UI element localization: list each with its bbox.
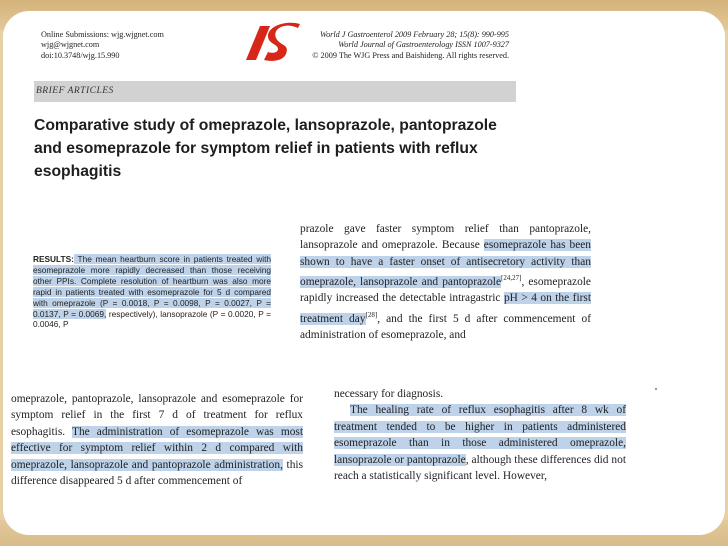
email-line: wjg@wjgnet.com <box>41 40 100 50</box>
reference-citation: [24,27] <box>501 274 522 283</box>
journal-name-line: World Journal of Gastroenterology ISSN 1007-9327 <box>338 40 509 50</box>
logo-swoosh-shape <box>264 23 300 61</box>
highlighted-text: pH > 4 on the first treatment day <box>300 292 592 325</box>
discussion-paragraph-right-bottom <box>334 386 626 486</box>
highlighted-text: esomeprazole has been shown to have a faster onset of antisecretory activity than omeprazole, lansoprazole and pantoprazole <box>300 239 592 289</box>
results-label: RESULTS: <box>33 254 74 264</box>
text-span: this difference disappeared 5 d after commencement of <box>11 458 303 488</box>
online-submissions-line: Online Submissions: wjg.wjgnet.com <box>41 30 164 39</box>
results-p-values: P = 0.0018, P = 0.0098, P = 0.0027, P = 0.0137, P = 0.0069, <box>33 297 271 319</box>
text-span: , although these differences did not reach a statistically significant level. However, <box>334 453 626 483</box>
reference-citation: [28] <box>365 310 378 319</box>
highlighted-text: The administration of esomeprazole was most effective for symptom relief within 2 d compared with omeprazole, lansoprazole and pantoprazole administration, <box>11 425 303 471</box>
text-span: prazole gave faster symptom relief than pantoprazole, lansoprazole and omeprazole. Because <box>300 223 591 252</box>
online-submissions-info <box>41 30 164 61</box>
section-label: BRIEF ARTICLES <box>34 81 516 102</box>
journal-logo-icon <box>240 16 304 68</box>
logo-bar-shape <box>246 26 270 60</box>
text-span: , esomeprazole rapidly increased the detectable intragastric <box>300 276 591 305</box>
discussion-paragraph-right-top <box>300 221 591 343</box>
article-title: Comparative study of omeprazole, lansoprazole, pantoprazole and esomeprazole for symptom relief in patients with reflux esophagitis <box>34 117 497 180</box>
text-span: necessary for diagnosis. <box>334 388 444 400</box>
text-span: omeprazole, pantoprazole, lansoprazole and esomeprazole for symptom relief in the first 7 d of treatment for reflux esophagitis. <box>11 393 303 438</box>
text-span: , and the first 5 d after commencement of administration of esomeprazole, and <box>300 312 591 342</box>
results-highlight: The mean heartburn score in patients treated with esomeprazole more rapidly decreased than those receiving other PPIs. Complete resolution of heartburn was also more rapid in patients treated with esomeprazole for 5 d compared with omeprazole ( <box>33 254 271 308</box>
doi-line: doi:10.3748/wjg.15.990 <box>41 50 120 60</box>
copyright-line: © 2009 The WJG Press and Baishideng. All rights reserved. <box>312 50 509 60</box>
discussion-paragraph-left-bottom <box>11 391 303 489</box>
results-tail: respectively), lansoprazole (P = 0.0020, P = 0.0046, P <box>33 308 271 330</box>
citation-line: World J Gastroenterol 2009 February 28; 15(8): 990-995 <box>320 30 509 39</box>
scan-speck <box>655 388 657 390</box>
results-abstract <box>33 254 271 330</box>
highlighted-text: The healing rate of reflux esophagitis after 8 wk of treatment tended to be higher in patients administered esomeprazole than in those administered omeprazole, lansoprazole or pantoprazole <box>334 404 626 466</box>
journal-citation-info <box>309 30 509 61</box>
